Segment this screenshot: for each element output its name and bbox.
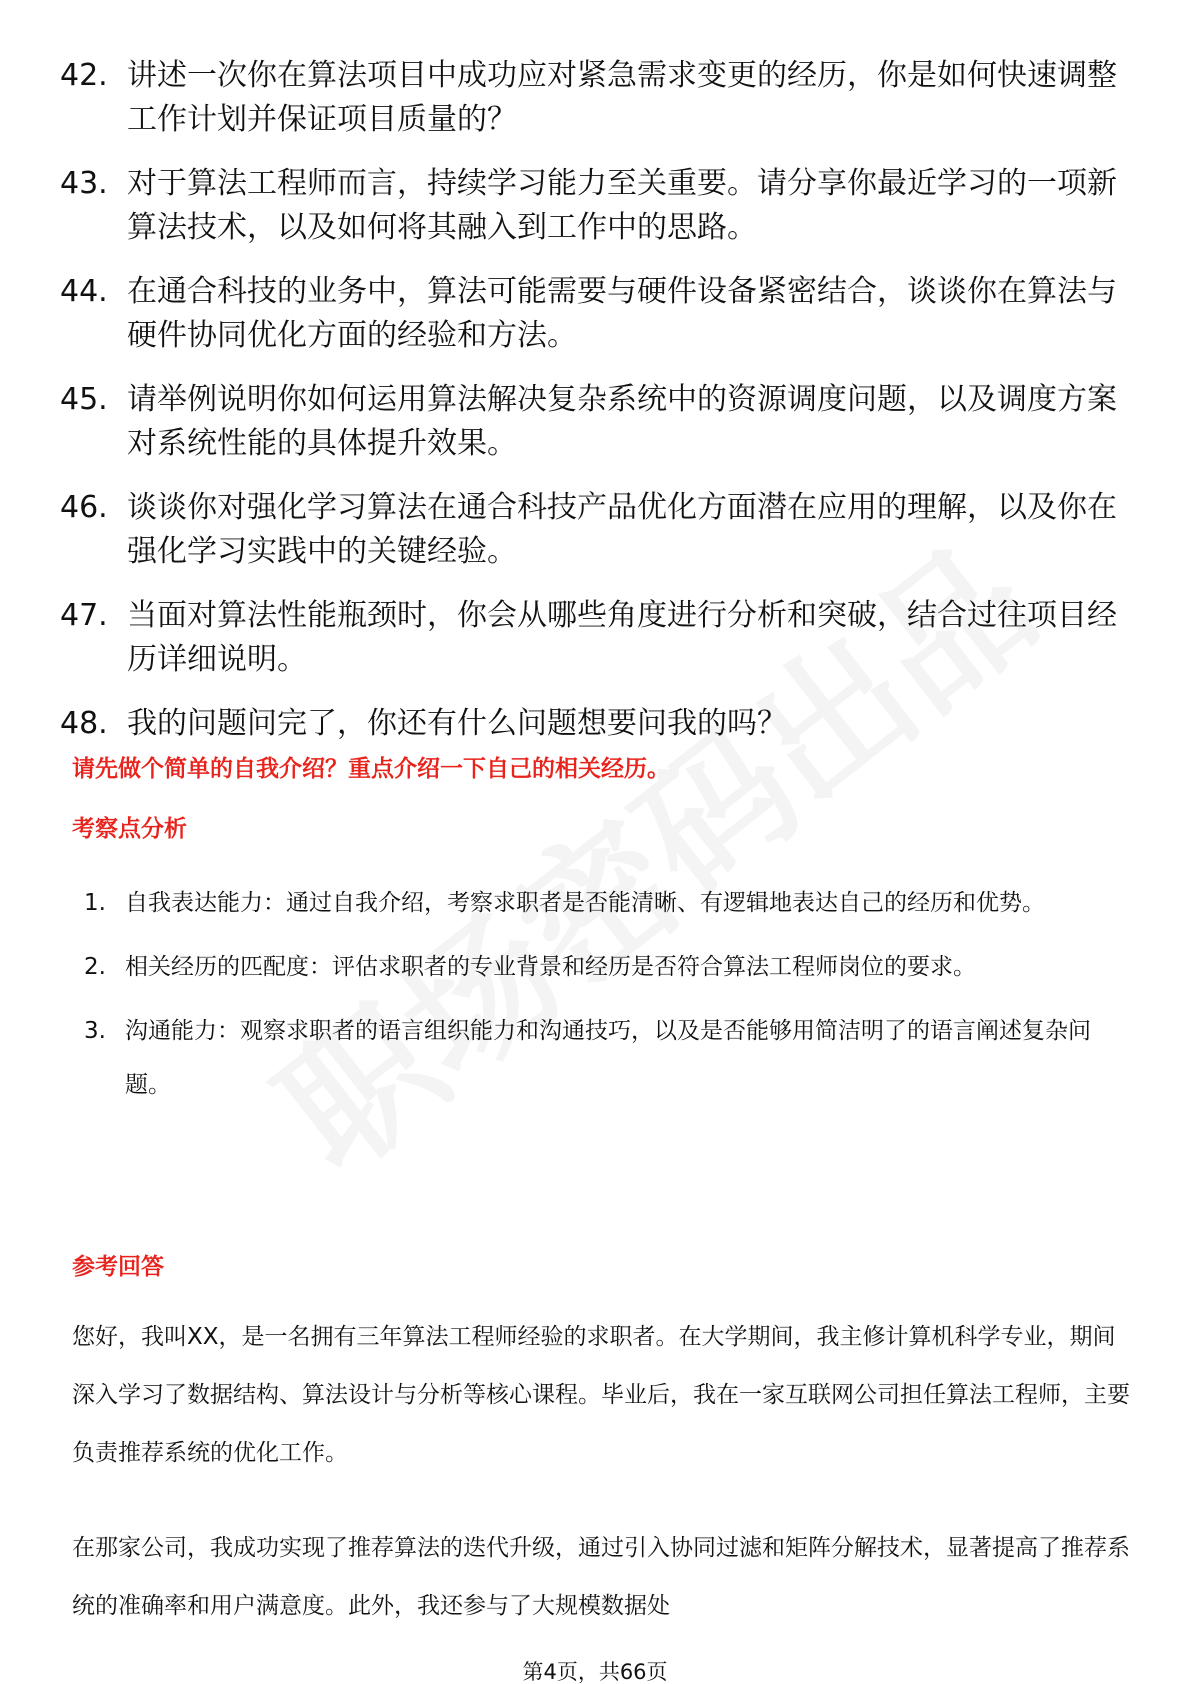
answer-paragraph: 您好，我叫XX，是一名拥有三年算法工程师经验的求职者。在大学期间，我主修计算机科学专业，期间深入学习了数据结构、算法设计与分析等核心课程。毕业后，我在一家互联网公司担任算法工程师，主要负责推荐系统的优化工作。 bbox=[72, 1324, 1130, 1466]
analysis-heading: 考察点分析 bbox=[72, 816, 187, 842]
question-text: 对于算法工程师而言，持续学习能力至关重要。请分享你最近学习的一项新算法技术，以及如何将其融入到工作中的思路。 bbox=[127, 166, 1117, 245]
analysis-point-text: 自我表达能力：通过自我介绍，考察求职者是否能清晰、有逻辑地表达自己的经历和优势。 bbox=[125, 890, 1045, 916]
question-number: 43. bbox=[60, 166, 108, 201]
question-text: 谈谈你对强化学习算法在通合科技产品优化方面潜在应用的理解，以及你在强化学习实践中的关键经验。 bbox=[127, 490, 1117, 569]
answer-paragraph: 在那家公司，我成功实现了推荐算法的迭代升级，通过引入协同过滤和矩阵分解技术，显著提高了推荐系统的准确率和用户满意度。此外，我还参与了大规模数据处 bbox=[72, 1535, 1130, 1619]
question-text: 讲述一次你在算法项目中成功应对紧急需求变更的经历，你是如何快速调整工作计划并保证项目质量的？ bbox=[127, 58, 1117, 137]
analysis-point bbox=[84, 1004, 1124, 1112]
question-number: 48. bbox=[60, 706, 108, 741]
question-item bbox=[60, 702, 1140, 746]
question-item bbox=[60, 162, 1140, 250]
question-number: 45. bbox=[60, 382, 108, 417]
analysis-point bbox=[84, 876, 1124, 930]
page-number-footer: 第4页，共66页 bbox=[522, 1660, 668, 1684]
question-number: 44. bbox=[60, 274, 108, 309]
analysis-point-number: 3. bbox=[84, 1018, 106, 1044]
question-text: 我的问题问完了，你还有什么问题想要问我的吗？ bbox=[127, 706, 787, 741]
question-text: 请举例说明你如何运用算法解决复杂系统中的资源调度问题，以及调度方案对系统性能的具体提升效果。 bbox=[127, 382, 1117, 461]
analysis-point-text: 相关经历的匹配度：评估求职者的专业背景和经历是否符合算法工程师岗位的要求。 bbox=[125, 954, 976, 980]
analysis-point-list bbox=[84, 876, 1124, 1122]
question-number: 47. bbox=[60, 598, 108, 633]
question-item bbox=[60, 378, 1140, 466]
analysis-point-number: 2. bbox=[84, 954, 106, 980]
analysis-point-number: 1. bbox=[84, 890, 106, 916]
question-item bbox=[60, 54, 1140, 142]
question-item bbox=[60, 270, 1140, 358]
question-number: 46. bbox=[60, 490, 108, 525]
question-text: 在通合科技的业务中，算法可能需要与硬件设备紧密结合，谈谈你在算法与硬件协同优化方面的经验和方法。 bbox=[127, 274, 1117, 353]
question-item bbox=[60, 594, 1140, 682]
analysis-point-text: 沟通能力：观察求职者的语言组织能力和沟通技巧，以及是否能够用简洁明了的语言阐述复杂问题。 bbox=[125, 1018, 1091, 1098]
question-number: 42. bbox=[60, 58, 108, 93]
featured-question-title: 请先做个简单的自我介绍？重点介绍一下自己的相关经历。 bbox=[72, 756, 670, 782]
question-text: 当面对算法性能瓶颈时，你会从哪些角度进行分析和突破，结合过往项目经历详细说明。 bbox=[127, 598, 1117, 677]
question-list bbox=[60, 54, 1140, 766]
question-item bbox=[60, 486, 1140, 574]
analysis-point bbox=[84, 940, 1124, 994]
reference-answer-heading: 参考回答 bbox=[72, 1254, 164, 1280]
